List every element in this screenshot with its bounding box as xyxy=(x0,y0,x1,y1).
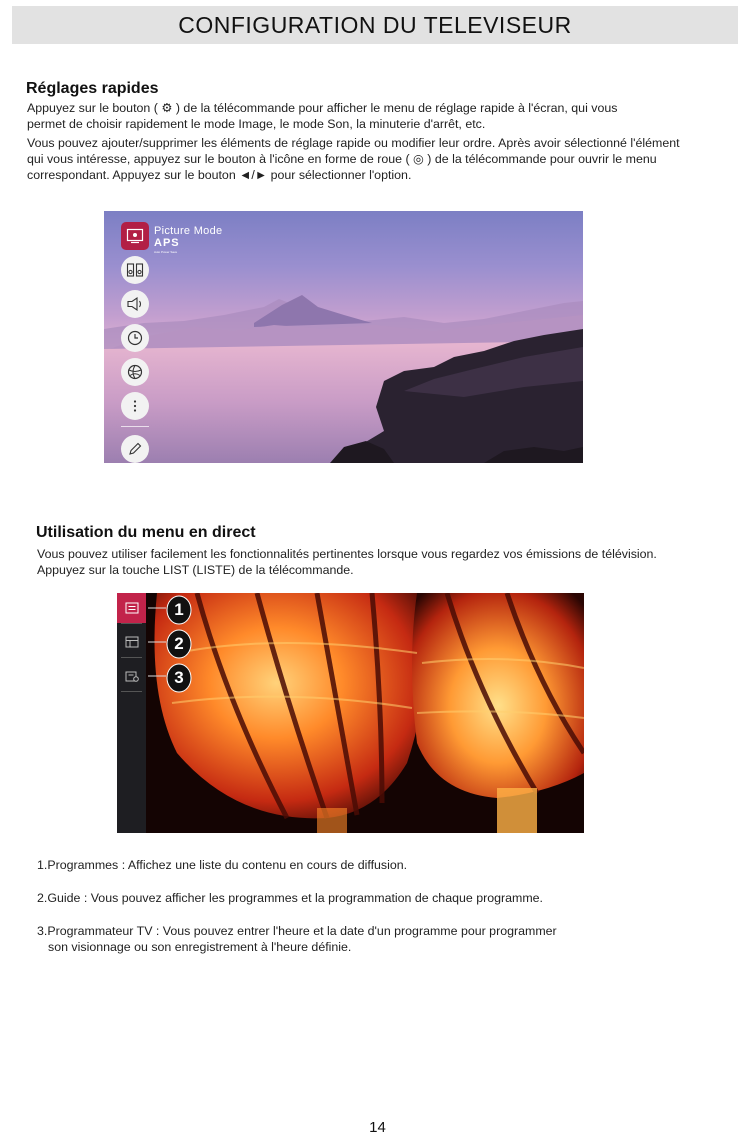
picture-mode-value: APS xyxy=(154,237,180,249)
guide-icon xyxy=(125,636,139,648)
picture-mode-subtitle: Auto Power Save xyxy=(154,250,178,254)
network-button[interactable] xyxy=(121,358,149,386)
more-settings-button[interactable] xyxy=(121,392,149,420)
text-line: qui vous intéresse, appuyez sur le bouton à l'icône en forme de roue ( ◎ ) de la télécommande pour ouvrir le menu xyxy=(27,152,657,166)
sound-mode-icon xyxy=(126,296,144,312)
callout-leader-lines xyxy=(146,593,206,713)
text-line: Appuyez sur le bouton ( ⚙ ) de la télécommande pour afficher le menu de réglage rapide à l'écran, qui vous xyxy=(27,101,618,115)
picture-mode-button[interactable] xyxy=(121,222,149,250)
callout-number: 3 xyxy=(174,668,184,687)
quick-settings-menu xyxy=(121,222,151,463)
scheduler-icon xyxy=(125,670,139,682)
timer-icon xyxy=(126,329,144,347)
quick-settings-heading: Réglages rapides xyxy=(26,80,159,97)
live-menu-screenshot xyxy=(117,593,584,833)
list-item-programmes: 1.Programmes : Affichez une liste du contenu en cours de diffusion. xyxy=(37,858,408,872)
sleep-timer-button[interactable] xyxy=(121,324,149,352)
sound-mode-button[interactable] xyxy=(121,290,149,318)
edit-button[interactable] xyxy=(121,435,149,463)
sound-output-button[interactable] xyxy=(121,256,149,284)
network-icon xyxy=(126,363,144,381)
picture-mode-label: Picture Mode xyxy=(154,225,223,237)
callout-number: 1 xyxy=(174,600,184,619)
page-number: 14 xyxy=(369,1119,386,1135)
programme-list-icon xyxy=(125,602,139,614)
text-line: son visionnage ou son enregistrement à l'heure définie. xyxy=(48,940,352,954)
menu-divider xyxy=(121,657,142,658)
live-menu-sidebar xyxy=(117,593,146,833)
list-item-guide: 2.Guide : Vous pouvez afficher les programmes et la programmation de chaque programme. xyxy=(37,891,543,905)
more-icon xyxy=(126,397,144,415)
quick-settings-paragraph-1 xyxy=(27,100,617,132)
tv-scheduler-menu-item[interactable] xyxy=(117,661,146,691)
page-title: CONFIGURATION DU TELEVISEUR xyxy=(178,11,572,38)
text-line: Vous pouvez ajouter/supprimer les éléments de réglage rapide ou modifier leur ordre. Après avoir sélectionné l'élément xyxy=(27,136,680,150)
quick-settings-paragraph-2 xyxy=(27,135,680,183)
programmes-menu-item[interactable] xyxy=(117,593,146,623)
text-line: correspondant. Appuyez sur le bouton ◄/► pour sélectionner l'option. xyxy=(27,168,412,182)
menu-divider xyxy=(121,426,149,427)
text-line: 3.Programmateur TV : Vous pouvez entrer l'heure et la date d'un programme pour programmer xyxy=(37,924,557,938)
picture-mode-icon xyxy=(126,228,144,244)
text-line: Appuyez sur la touche LIST (LISTE) de la télécommande. xyxy=(37,563,354,577)
menu-divider xyxy=(121,623,142,624)
menu-divider xyxy=(121,691,142,692)
guide-menu-item[interactable] xyxy=(117,627,146,657)
live-menu-paragraph xyxy=(37,546,657,578)
quick-settings-screenshot xyxy=(104,211,583,463)
live-menu-heading: Utilisation du menu en direct xyxy=(36,524,256,541)
sound-output-icon xyxy=(126,262,144,278)
edit-icon xyxy=(126,440,144,458)
page-header xyxy=(12,6,738,44)
list-item-tv-scheduler xyxy=(37,923,557,955)
text-line: Vous pouvez utiliser facilement les fonctionnalités pertinentes lorsque vous regardez vos émissions de télévision. xyxy=(37,547,657,561)
callout-number: 2 xyxy=(174,634,184,653)
text-line: permet de choisir rapidement le mode Image, le mode Son, la minuterie d'arrêt, etc. xyxy=(27,117,486,131)
